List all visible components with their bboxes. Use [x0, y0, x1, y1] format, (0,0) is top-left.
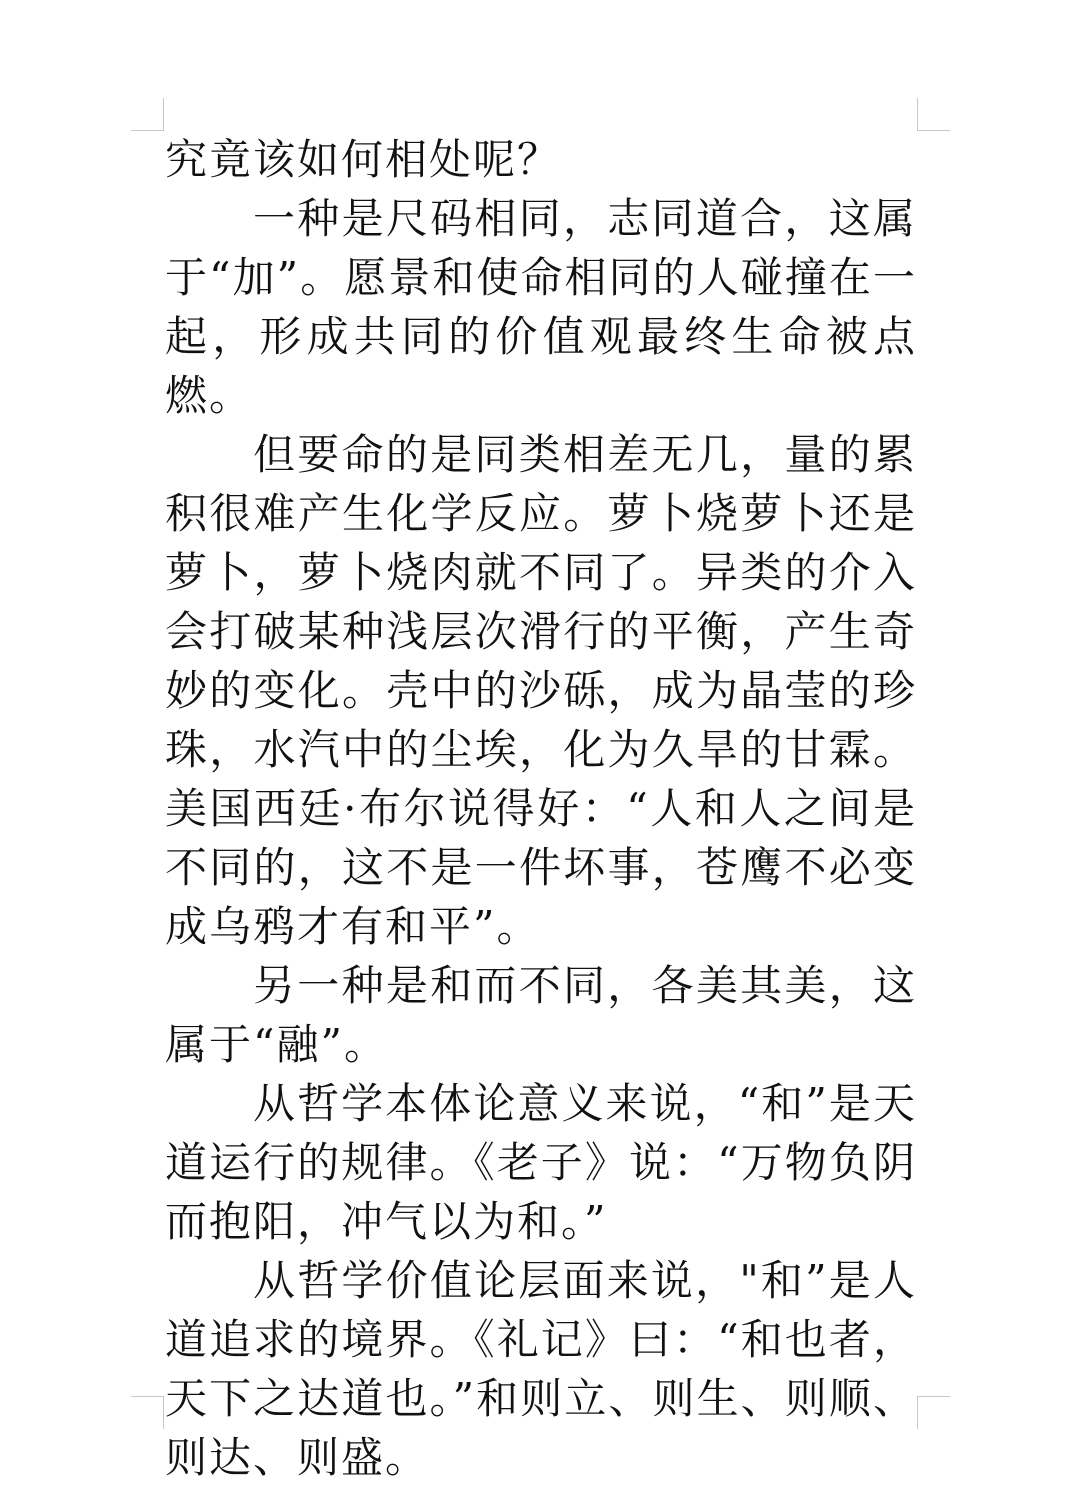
paragraph-2: 一种是尺码相同，志同道合，这属于“加”。愿景和使命相同的人碰撞在一起，形成共同的价值观最终生命被点燃。	[165, 194, 917, 420]
crop-mark-bottom-right	[917, 1396, 950, 1429]
crop-mark-top-right	[917, 98, 950, 131]
crop-mark-top-left	[131, 98, 164, 131]
paragraph-6: 从哲学价值论层面来说，"和”是人道追求的境界。《礼记》曰：“和也者，天下之达道也。”和则立、则生、则顺、则达、则盛。	[165, 1256, 917, 1482]
paragraph-5: 从哲学本体论意义来说，“和”是天道运行的规律。《老子》说：“万物负阴而抱阳，冲气以为和。”	[165, 1079, 917, 1246]
body-text	[165, 130, 917, 1487]
paragraph-4: 另一种是和而不同，各美其美，这属于“融”。	[165, 961, 917, 1069]
crop-mark-bottom-left	[131, 1396, 164, 1429]
paragraph-1: 究竟该如何相处呢？	[165, 135, 562, 184]
paragraph-3: 但要命的是同类相差无几，量的累积很难产生化学反应。萝卜烧萝卜还是萝卜，萝卜烧肉就不同了。异类的介入会打破某种浅层次滑行的平衡，产生奇妙的变化。壳中的沙砾，成为晶莹的珍珠，水汽中的尘埃，化为久旱的甘霖。美国西廷·布尔说得好：“人和人之间是不同的，这不是一件坏事，苍鹰不必变成乌鸦才有和平”。	[165, 430, 917, 951]
